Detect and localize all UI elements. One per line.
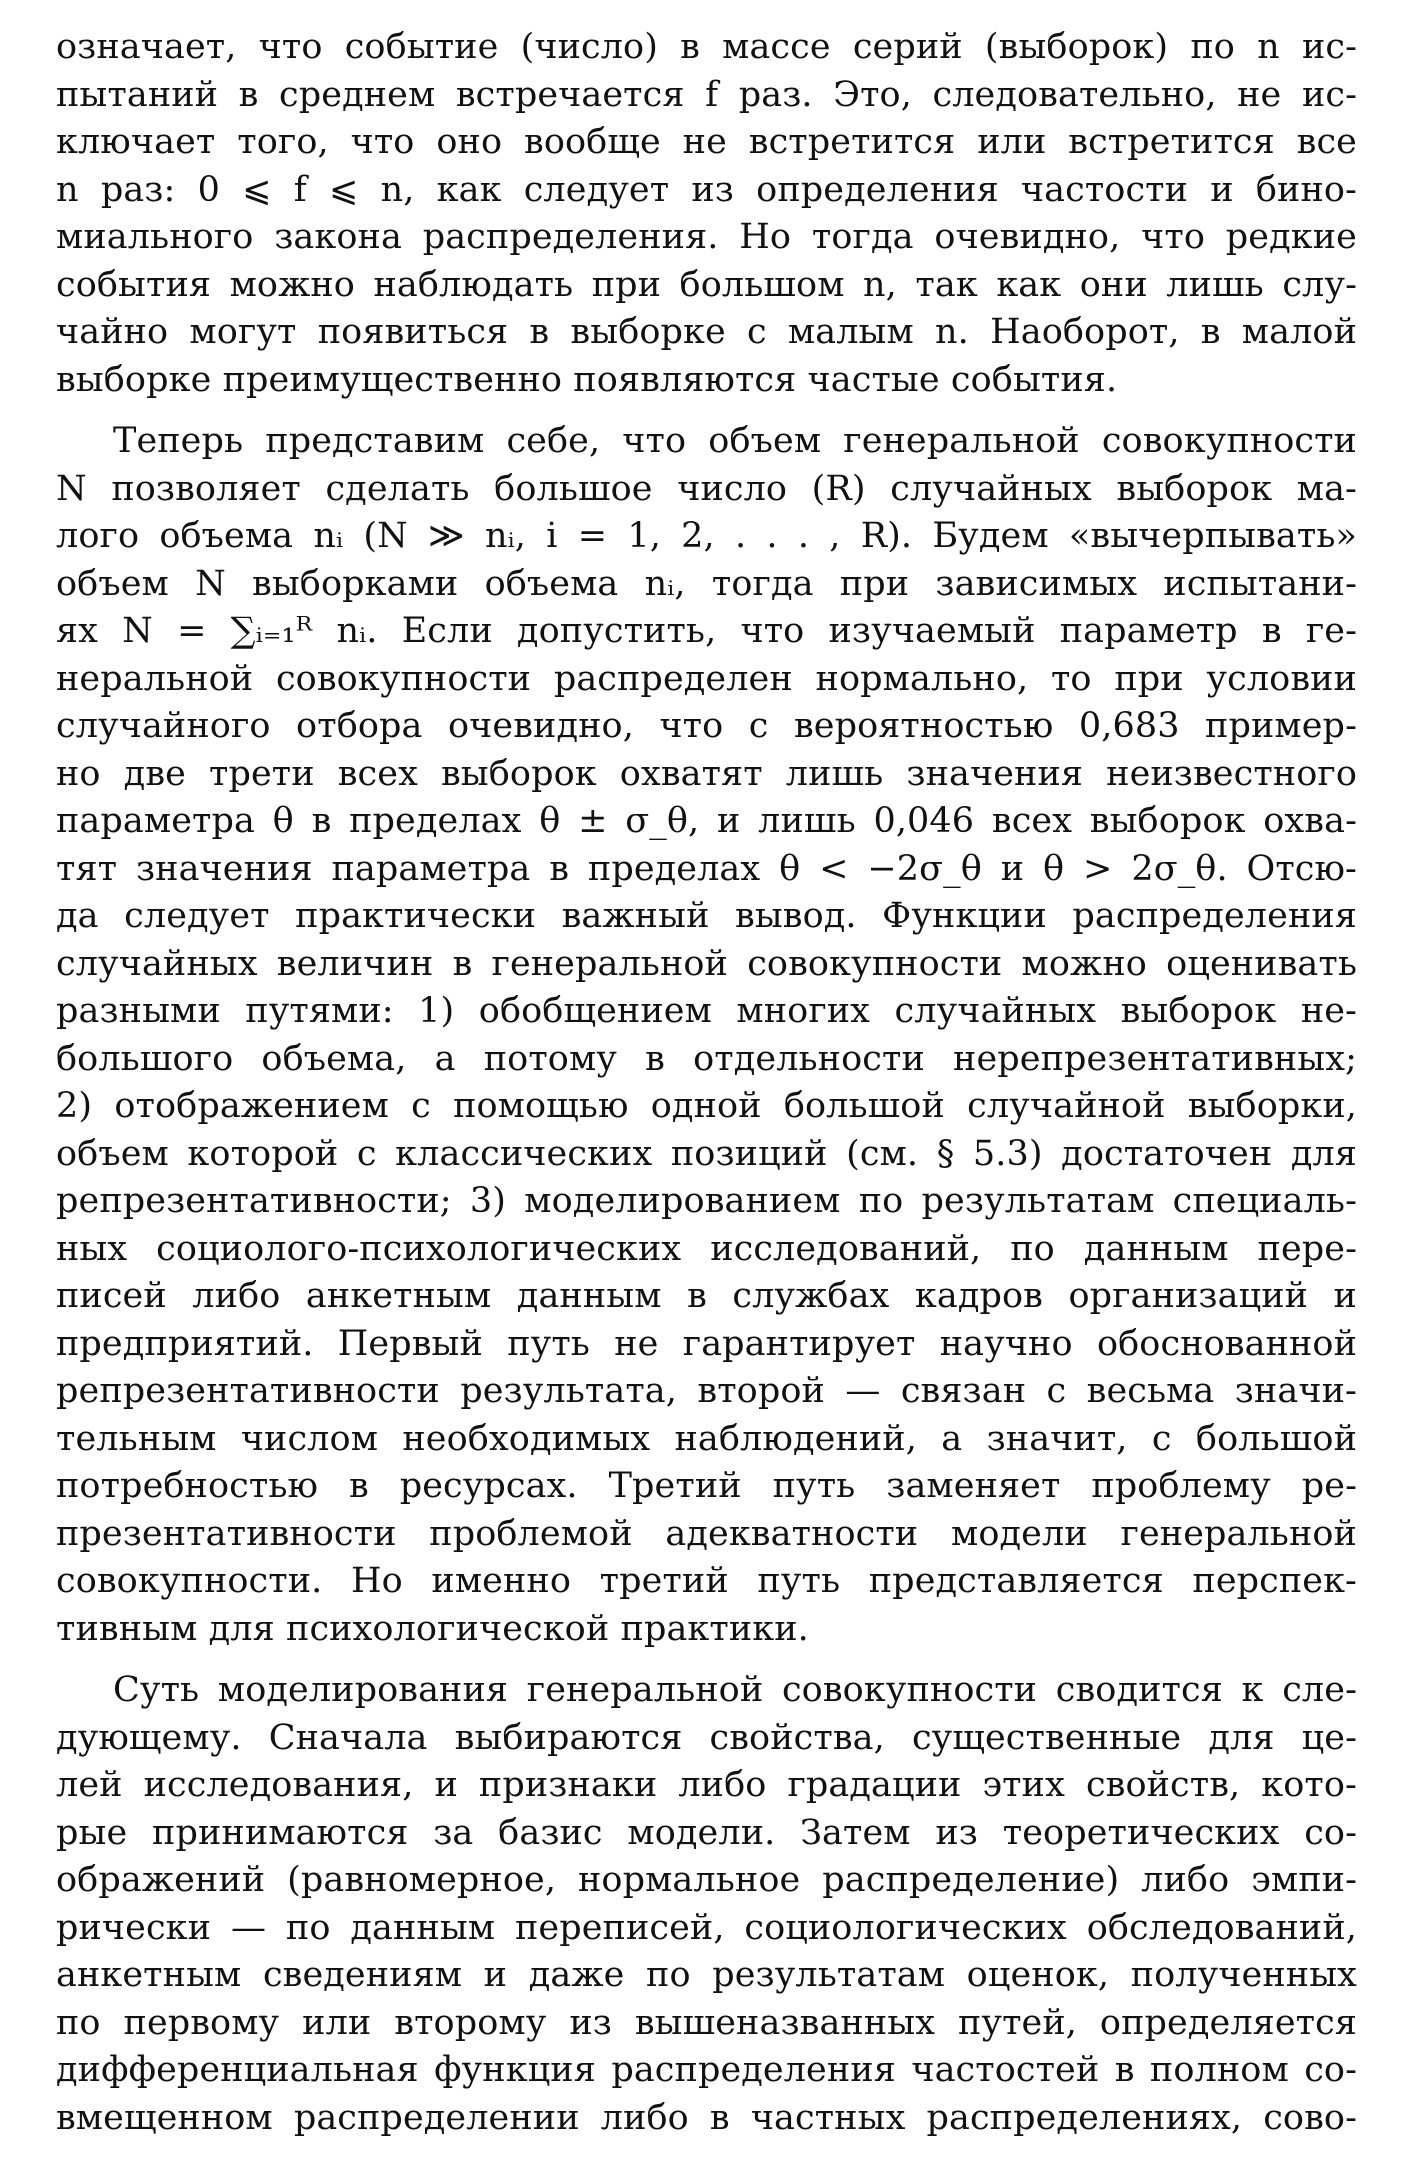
text-line: писей либо анкетным данным в службах кадров организаций и	[56, 1276, 1357, 1316]
text-line: означает, что событие (число) в массе серий (выборок) по n ис-	[56, 27, 1357, 67]
paragraph-3	[56, 1667, 1357, 2142]
text-line: ных социолого-психологических исследований, по данным пере-	[56, 1228, 1357, 1269]
text-line: чайно могут появиться в выборке с малым n. Наоборот, в малой	[56, 312, 1357, 352]
text-line: 2) отображением с помощью одной большой случайной выборки,	[56, 1086, 1357, 1126]
text-line: дифференциальная функция распределения частостей в полном со-	[56, 2050, 1357, 2090]
text-line: пытаний в среднем встречается f раз. Это, следовательно, не ис-	[56, 74, 1357, 115]
text-line: но две трети всех выборок охватят лишь значения неизвестного	[56, 753, 1357, 794]
text-line: вмещенном распределении либо в частных распределениях, сово-	[56, 2097, 1357, 2138]
text-line: объем N выборками объема nᵢ, тогда при зависимых испытани-	[56, 563, 1357, 604]
text-line: репрезентативности результата, второй — связан с весьма значи-	[56, 1371, 1357, 1411]
text-line: по первому или второму из вышеназванных путей, определяется	[56, 2002, 1357, 2043]
text-line: да следует практически важный вывод. Функции распределения	[56, 896, 1357, 936]
text-line: рически — по данным переписей, социологических обследований,	[56, 1907, 1357, 1948]
text-line: n раз: 0 ⩽ f ⩽ n, как следует из определения частости и бино-	[56, 169, 1357, 210]
text-line: Суть моделирования генеральной совокупности сводится к сле-	[113, 1670, 1357, 1710]
text-line: ображений (равномерное, нормальное распределение) либо эмпи-	[56, 1860, 1357, 1900]
text-line: события можно наблюдать при большом n, так как они лишь слу-	[56, 264, 1357, 305]
text-line: предприятий. Первый путь не гарантирует научно обоснованной	[56, 1323, 1357, 1364]
text-line: большого объема, а потому в отдельности нерепрезентативных;	[56, 1038, 1357, 1079]
text-line: тивным для психологической практики.	[56, 1608, 809, 1649]
text-line: анкетным сведениям и даже по результатам оценок, полученных	[56, 1955, 1357, 1995]
text-line: ях N = ∑ᵢ₌₁ᴿ nᵢ. Если допустить, что изучаемый параметр в ге-	[56, 611, 1357, 651]
text-line: потребностью в ресурсах. Третий путь заменяет проблему ре-	[56, 1466, 1357, 1506]
text-line: репрезентативности; 3) моделированием по результатам специаль-	[56, 1181, 1357, 1221]
paragraph-2	[56, 418, 1357, 1653]
text-line: тят значения параметра в пределах θ < −2σ_θ и θ > 2σ_θ. Отсю-	[56, 848, 1357, 889]
text-line: совокупности. Но именно третий путь представляется перспек-	[56, 1561, 1357, 1601]
text-line: дующему. Сначала выбираются свойства, существенные для це-	[56, 1717, 1357, 1758]
text-line: неральной совокупности распределен нормально, то при условии	[56, 658, 1357, 699]
text-line: случайного отбора очевидно, что с вероятностью 0,683 пример-	[56, 706, 1357, 746]
text-line: объем которой с классических позиций (см. § 5.3) достаточен для	[56, 1133, 1357, 1174]
text-line: миального закона распределения. Но тогда очевидно, что редкие	[56, 217, 1357, 257]
text-line: ключает того, что оно вообще не встретится или встретится все	[56, 122, 1357, 162]
paragraph-gap	[56, 404, 1357, 418]
text-line: параметра θ в пределах θ ± σ_θ, и лишь 0,046 всех выборок охва-	[56, 801, 1357, 841]
paragraph-1	[56, 24, 1357, 404]
text-line: Теперь представим себе, что объем генеральной совокупности	[113, 421, 1357, 461]
text-line: лей исследования, и признаки либо градации этих свойств, кото-	[56, 1765, 1357, 1805]
text-line: разными путями: 1) обобщением многих случайных выборок не-	[56, 991, 1357, 1031]
text-line: тельным числом необходимых наблюдений, а значит, с большой	[56, 1418, 1357, 1459]
paragraph-gap	[56, 1653, 1357, 1667]
text-line: рые принимаются за базис модели. Затем из теоретических со-	[56, 1812, 1357, 1853]
text-line: лого объема nᵢ (N ≫ nᵢ, i = 1, 2, . . . , R). Будем «вычерпывать»	[56, 516, 1357, 556]
text-line: презентативности проблемой адекватности модели генеральной	[56, 1513, 1357, 1554]
text-line: случайных величин в генеральной совокупности можно оценивать	[56, 943, 1357, 984]
text-line: выборке преимущественно появляются частые события.	[56, 359, 1118, 400]
text-line: N позволяет сделать большое число (R) случайных выборок ма-	[56, 468, 1357, 509]
